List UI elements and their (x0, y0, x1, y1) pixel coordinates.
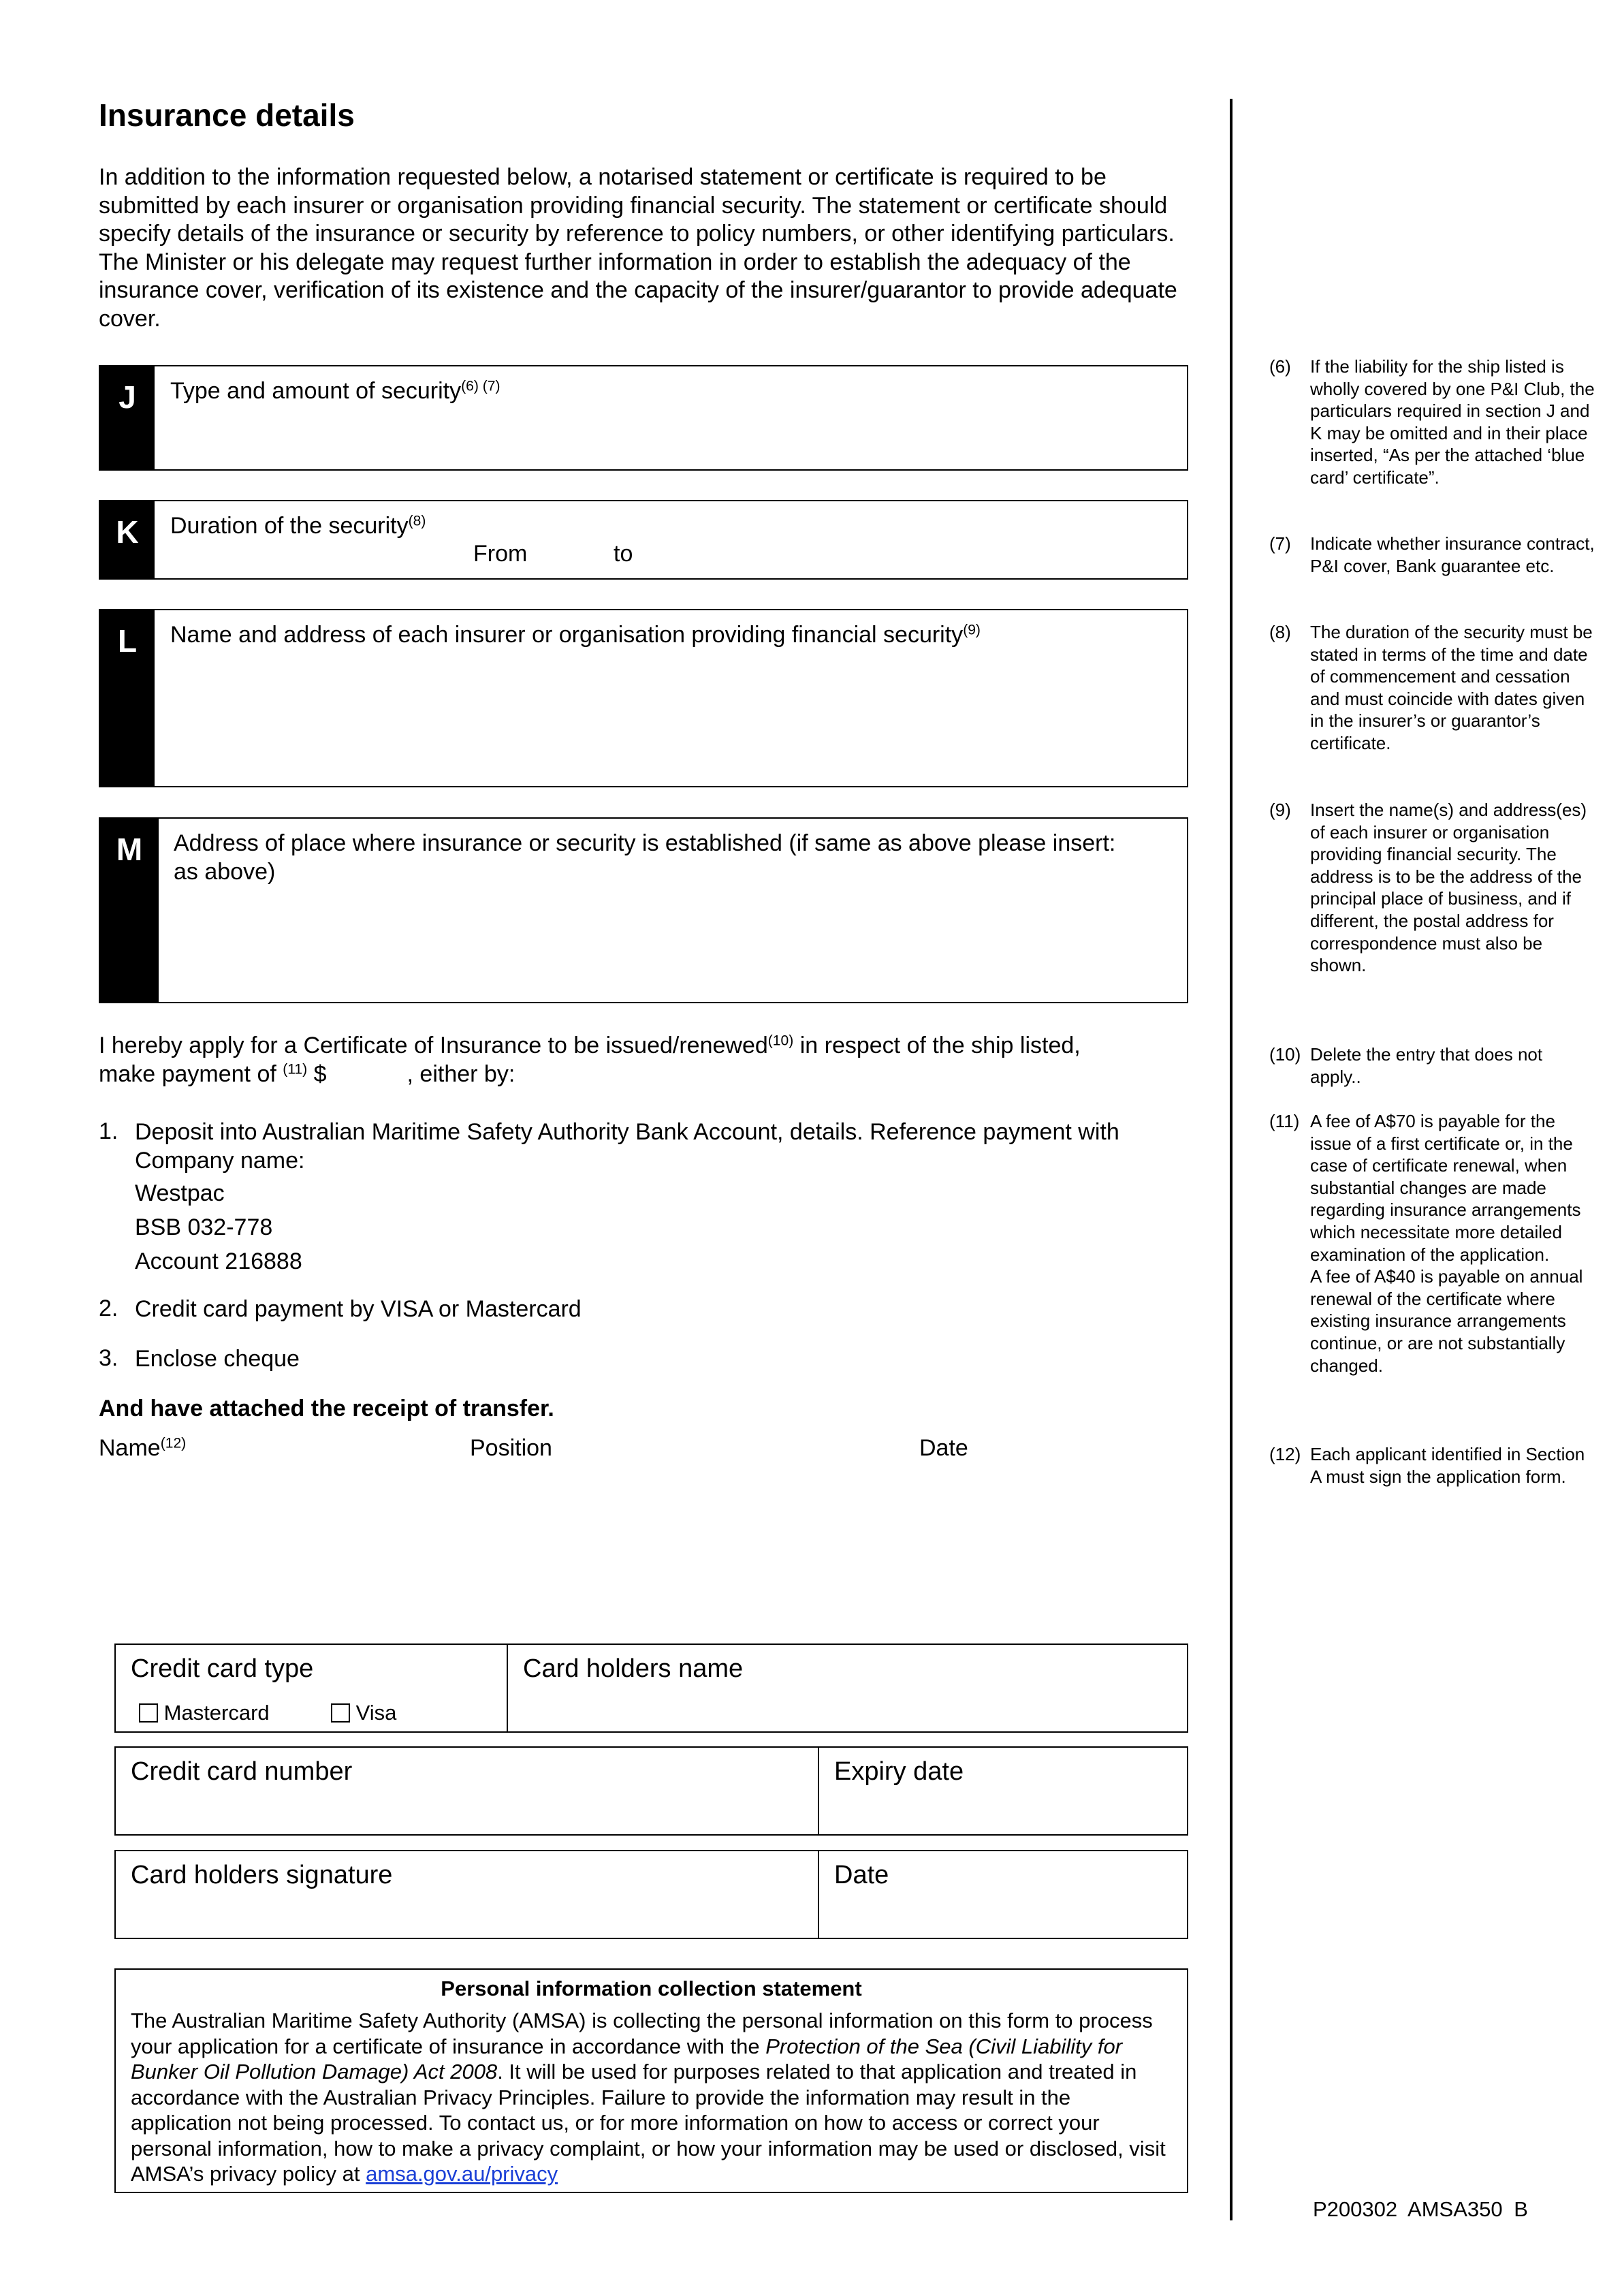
card-holders-signature-label: Card holders signature (131, 1861, 393, 1889)
visa-label: Visa (355, 1701, 397, 1725)
card-type-row (114, 1644, 1188, 1733)
card-holders-name-field[interactable] (508, 1645, 1187, 1731)
section-letter: L (100, 610, 155, 786)
to-label: to (614, 541, 633, 567)
column-divider (1230, 99, 1233, 2220)
credit-card-number-label: Credit card number (131, 1757, 353, 1786)
card-holders-signature-field[interactable] (116, 1851, 818, 1938)
payment-option-cheque: Enclose cheque (135, 1346, 300, 1372)
privacy-text: The Australian Maritime Safety Authority (AMSA) is collecting the personal information on this form to process your application for a certificate of insurance in accordance with the Protection of the Sea (Civil Liability for Bunker Oil Pollution Damage) Act 2008. It will be used for purposes related to that application and treated in accordance with the Australian Privacy Principles. Failure to provide the information may result in the application not being processed. To contact us, or for more information on how to access or correct your personal information, how to make a privacy complaint, or how your information may be used or disclosed, visit AMSA’s privacy policy at amsa.gov.au/privacy (131, 2009, 1166, 2186)
section-l[interactable] (99, 609, 1188, 787)
payment-option-card: Credit card payment by VISA or Mastercard (135, 1296, 582, 1322)
mastercard-label: Mastercard (163, 1701, 270, 1725)
section-m-label: Address of place where insurance or security is established (if same as above please insert: as above) (174, 830, 1116, 885)
credit-card-type-cell (116, 1645, 507, 1731)
bank-name: Westpac (135, 1180, 225, 1206)
privacy-title: Personal information collection statement (441, 1977, 862, 2000)
attached-receipt-statement: And have attached the receipt of transfer. (99, 1396, 554, 1421)
list-number: 2. (99, 1295, 118, 1321)
section-letter: M (100, 819, 159, 1002)
credit-card-number-field[interactable] (116, 1748, 818, 1834)
application-statement: I hereby apply for a Certificate of Insurance to be issued/renewed$^{(10)}$ in respect of the ship listed, make payment of $^{(11)}$ $ , either by: (99, 1033, 1081, 1087)
section-k[interactable] (99, 500, 1188, 580)
from-label: From (473, 541, 528, 567)
bank-bsb: BSB 032-778 (135, 1214, 273, 1240)
section-m[interactable] (99, 817, 1188, 1003)
privacy-statement-box (114, 1968, 1188, 2193)
section-k-label: Duration of the security$^{(8)}$ (170, 513, 426, 539)
section-l-label: Name and address of each insurer or organisation providing financial security$^{(9)}$ (170, 622, 981, 648)
privacy-policy-link[interactable]: amsa.gov.au/privacy (366, 2162, 558, 2186)
page-title: Insurance details (99, 97, 355, 133)
visa-option[interactable] (331, 1701, 396, 1725)
credit-card-type-label: Credit card type (131, 1654, 314, 1683)
name-label: Name$^{(12)}$ (99, 1435, 187, 1461)
card-date-label: Date (834, 1861, 889, 1889)
expiry-date-field[interactable] (819, 1748, 1187, 1834)
list-number: 3. (99, 1345, 118, 1371)
payment-option-deposit: Deposit into Australian Maritime Safety Authority Bank Account, details. Reference payment with Company name: (135, 1119, 1119, 1174)
card-signature-row (114, 1850, 1188, 1939)
card-holders-name-label: Card holders name (523, 1654, 744, 1683)
mastercard-checkbox[interactable] (139, 1703, 158, 1723)
card-date-field[interactable] (819, 1851, 1187, 1938)
bank-account: Account 216888 (135, 1248, 302, 1274)
expiry-date-label: Expiry date (834, 1757, 964, 1786)
section-letter: K (100, 501, 155, 578)
date-label: Date (919, 1435, 968, 1461)
intro-paragraph: In addition to the information requested below, a notarised statement or certificate is required to be submitted by each insurer or organisation providing financial security. The statement or certificate should specify details of the insurance or security by reference to policy numbers, or other identifying particulars. The Minister or his delegate may request further information in order to establish the adequacy of the insurance cover, verification of its existence and the capacity of the insurer/guarantor to provide adequate cover. (99, 164, 1177, 332)
section-letter: J (100, 366, 155, 469)
list-number: 1. (99, 1118, 118, 1144)
form-code: P200302 AMSA350 B (1313, 2197, 1528, 2221)
section-j[interactable] (99, 365, 1188, 471)
section-j-label: Type and amount of security$^{(6) (7)}$ (170, 378, 500, 404)
card-number-row (114, 1746, 1188, 1836)
position-label: Position (470, 1435, 552, 1461)
visa-checkbox[interactable] (331, 1703, 350, 1723)
mastercard-option[interactable] (139, 1701, 270, 1725)
